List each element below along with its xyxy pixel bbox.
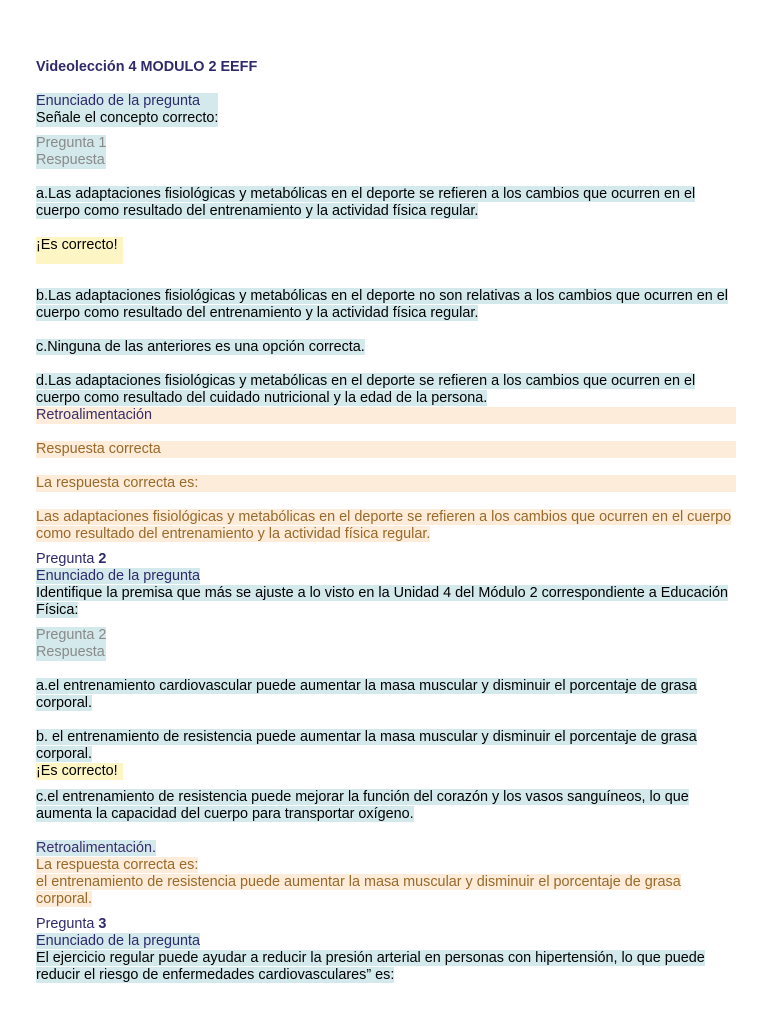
q1-prompt: Señale el concepto correcto: — [36, 110, 219, 126]
q2-retro-label: Retroalimentación. — [36, 840, 156, 856]
q2-correct-answer: el entrenamiento de resistencia puede aumentar la masa muscular y disminuir el porcentaje de grasa corporal. — [36, 874, 681, 907]
q3-header-block — [36, 933, 736, 984]
q2-header-block — [36, 568, 736, 619]
q1-correct-answer: Las adaptaciones fisiológicas y metabólicas en el deporte se refieren a los cambios que ocurren en el cuerpo como resultado del entrenamiento y la actividad física regular. — [36, 509, 732, 542]
q1-respuesta-label: Respuesta — [36, 152, 105, 168]
q2-feedback — [36, 840, 736, 908]
q2-option-b[interactable]: b. el entrenamiento de resistencia puede aumentar la masa muscular y disminuir el porcentaje de grasa corporal. — [36, 729, 697, 762]
q1-header-block — [36, 93, 218, 127]
q3-heading: Pregunta 3 — [36, 916, 107, 932]
q2-option-a[interactable]: a.el entrenamiento cardiovascular puede aumentar la masa muscular y disminuir el porcentaje de grasa corporal. — [36, 678, 697, 711]
q1-option-c[interactable]: c.Ninguna de las anteriores es una opción correcta. — [36, 339, 365, 355]
q2-prompt: Identifique la premisa que más se ajuste a lo visto en la Unidad 4 del Módulo 2 correspondiente a Educación Física: — [36, 585, 728, 618]
q1-option-a[interactable]: a.Las adaptaciones fisiológicas y metabólicas en el deporte se refieren a los cambios que ocurren en el cuerpo como resultado del entrenamiento y la actividad física regular. — [36, 186, 696, 219]
q2-meta-block — [36, 627, 106, 661]
q2-respuesta-label: Respuesta — [36, 644, 105, 660]
q1-retro-label: Retroalimentación — [36, 407, 736, 424]
q1-feedback — [36, 407, 736, 543]
q2-option-c[interactable]: c.el entrenamiento de resistencia puede mejorar la función del corazón y los vasos sanguíneos, lo que aumenta la capacidad del cuerpo para transportar oxígeno. — [36, 789, 689, 822]
q1-respuesta-correcta-label: Respuesta correcta — [36, 441, 736, 458]
q2-correct-badge: ¡Es correcto! — [36, 763, 123, 780]
document-title: Videolección 4 MODULO 2 EEFF — [36, 59, 258, 75]
q1-meta-block — [36, 135, 106, 169]
document-body — [36, 57, 736, 984]
q2-heading: Pregunta 2 — [36, 551, 107, 567]
q1-option-b[interactable]: b.Las adaptaciones fisiológicas y metabólicas en el deporte no son relativas a los cambios que ocurren en el cuerpo como resultado del entrenamiento y la actividad física regular. — [36, 288, 728, 321]
q3-enunciado-label: Enunciado de la pregunta — [36, 933, 201, 949]
q1-correct-badge: ¡Es correcto! — [36, 237, 123, 264]
q1-pregunta-label: Pregunta 1 — [36, 135, 107, 151]
q3-number: 3 — [98, 916, 107, 932]
q1-correct-answer-intro: La respuesta correcta es: — [36, 475, 736, 492]
q2-enunciado-label: Enunciado de la pregunta — [36, 568, 201, 584]
q2-pregunta-label: Pregunta 2 — [36, 627, 107, 643]
q2-correct-answer-intro: La respuesta correcta es: — [36, 857, 199, 873]
q1-option-d[interactable]: d.Las adaptaciones fisiológicas y metabólicas en el deporte se refieren a los cambios que ocurren en el cuerpo como resultado del cuidado nutricional y la edad de la persona. — [36, 373, 696, 406]
q2-number: 2 — [98, 551, 107, 567]
q3-prompt: El ejercicio regular puede ayudar a reducir la presión arterial en personas con hipertensión, lo que puede reducir el riesgo de enfermedades cardiovasculares” es: — [36, 950, 705, 983]
q1-enunciado-label: Enunciado de la pregunta — [36, 93, 201, 109]
